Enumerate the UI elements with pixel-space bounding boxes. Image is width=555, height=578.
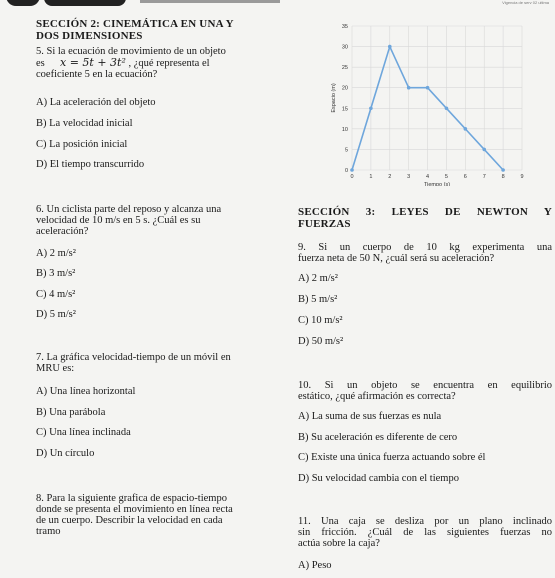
- chart-x-tick-label: 4: [426, 174, 430, 180]
- q10-option-a[interactable]: A) La suma de sus fuerzas es nula: [298, 411, 442, 422]
- header-reference: Vigencia de serv 02 ultima: [502, 0, 549, 5]
- q5-option-d[interactable]: D) El tiempo transcurrido: [36, 159, 145, 170]
- q5-line2: [36, 57, 306, 70]
- q7-option-b[interactable]: B) Una parábola: [36, 407, 106, 418]
- q5-equation: x = 5t + 3t²: [60, 56, 126, 69]
- q7-line1: 7. La gráfica velocidad-tiempo de un móvil en: [36, 352, 231, 363]
- q8-line1: 8. Para la siguiente grafica de espacio-tiempo: [36, 493, 227, 504]
- chart-y-tick-label: 25: [341, 65, 348, 72]
- chart-x-label: Tiempo (s): [423, 182, 451, 186]
- chart-x-tick-label: 2: [388, 174, 392, 180]
- q9-option-b[interactable]: B) 5 m/s²: [298, 294, 338, 305]
- q11-line3: actúa sobre la caja?: [298, 538, 380, 549]
- section3-title-line2: FUERZAS: [298, 218, 351, 230]
- chart-x-ticks: [350, 174, 523, 180]
- q5-option-a[interactable]: A) La aceleración del objeto: [36, 97, 156, 108]
- chart-y-label: Espacio (m): [331, 83, 337, 113]
- q10-line1: 10. Si un objeto se encuentra en equilibrio: [298, 380, 552, 391]
- q8-line4: tramo: [36, 526, 61, 537]
- q7-option-c[interactable]: C) Una línea inclinada: [36, 427, 131, 438]
- header-mark: [6, 0, 40, 6]
- chart-point: [388, 45, 392, 49]
- q10-option-d[interactable]: D) Su velocidad cambia con el tiempo: [298, 473, 459, 484]
- chart-point: [482, 148, 486, 152]
- q7-option-a[interactable]: A) Una línea horizontal: [36, 386, 136, 397]
- header-rule: [140, 0, 280, 3]
- section3-title-line1: SECCIÓN 3: LEYES DE NEWTON Y: [298, 206, 552, 218]
- q9-option-a[interactable]: A) 2 m/s²: [298, 273, 338, 284]
- q6-option-d[interactable]: D) 5 m/s²: [36, 309, 76, 320]
- q9-line2: fuerza neta de 50 N, ¿cuál será su aceleración?: [298, 253, 495, 264]
- chart-y-tick-label: 5: [344, 147, 348, 154]
- q5-es: es: [36, 58, 45, 69]
- chart-x-tick-label: 9: [520, 174, 524, 180]
- q6-option-b[interactable]: B) 3 m/s²: [36, 268, 76, 279]
- chart-point: [426, 86, 430, 90]
- chart-y-tick-label: 0: [344, 168, 348, 174]
- chart-x-tick-label: 3: [407, 174, 411, 180]
- chart-x-tick-label: 5: [444, 174, 448, 180]
- chart-y-tick-label: 35: [341, 24, 348, 30]
- chart-point: [445, 106, 449, 110]
- q9-option-d[interactable]: D) 50 m/s²: [298, 336, 344, 347]
- chart-x-tick-label: 1: [369, 174, 373, 180]
- chart-point: [350, 168, 354, 172]
- chart-y-tick-label: 20: [341, 85, 348, 92]
- q5-option-c[interactable]: C) La posición inicial: [36, 139, 128, 150]
- q6-option-c[interactable]: C) 4 m/s²: [36, 289, 76, 300]
- q6-line3: aceleración?: [36, 226, 89, 237]
- chart-y-tick-label: 10: [341, 126, 348, 133]
- chart-point: [369, 106, 373, 110]
- chart-point: [464, 127, 468, 131]
- section2-title-line1: SECCIÓN 2: CINEMÁTICA EN UNA Y: [36, 18, 234, 30]
- q5-option-b[interactable]: B) La velocidad inicial: [36, 118, 133, 129]
- space-time-chart: [330, 20, 530, 186]
- q11-line2: sin fricción. ¿Cuál de las siguientes fuerzas no: [298, 527, 552, 538]
- chart-point: [501, 168, 505, 172]
- q10-line2: estático, ¿qué afirmación es correcta?: [298, 391, 456, 402]
- section2-title-line2: DOS DIMENSIONES: [36, 30, 143, 42]
- chart-point: [407, 86, 411, 90]
- q5-line2-rest: , ¿qué representa el: [128, 58, 210, 69]
- q11-option-a[interactable]: A) Peso: [298, 560, 332, 571]
- q8-line3: de un cuerpo. Describir la velocidad en cada: [36, 515, 223, 526]
- chart-y-tick-label: 15: [341, 106, 348, 113]
- chart-x-tick-label: 0: [350, 174, 354, 180]
- chart-x-tick-label: 6: [463, 174, 467, 180]
- q9-line1: 9. Si un cuerpo de 10 kg experimenta una: [298, 242, 552, 253]
- q10-option-b[interactable]: B) Su aceleración es diferente de cero: [298, 432, 458, 443]
- chart-x-tick-label: 7: [482, 174, 486, 180]
- q5-line3: coeficiente 5 en la ecuación?: [36, 69, 158, 80]
- q11-line1: 11. Una caja se desliza por un plano inclinado: [298, 516, 552, 527]
- chart-y-tick-label: 30: [341, 44, 348, 51]
- q10-option-c[interactable]: C) Existe una única fuerza actuando sobre él: [298, 452, 486, 463]
- header-mark: [44, 0, 126, 6]
- q6-line2: velocidad de 10 m/s en 5 s. ¿Cuál es su: [36, 215, 201, 226]
- q9-option-c[interactable]: C) 10 m/s²: [298, 315, 343, 326]
- q6-option-a[interactable]: A) 2 m/s²: [36, 248, 76, 259]
- page-header-strip: [0, 0, 555, 10]
- q8-line2: donde se presenta el movimiento en línea recta: [36, 504, 233, 515]
- q7-option-d[interactable]: D) Un círculo: [36, 448, 95, 459]
- q5-line1: 5. Si la ecuación de movimiento de un objeto: [36, 46, 226, 57]
- chart-x-tick-label: 8: [501, 174, 505, 180]
- q7-line2: MRU es:: [36, 363, 75, 374]
- q6-line1: 6. Un ciclista parte del reposo y alcanza una: [36, 204, 222, 215]
- chart-y-ticks: [342, 24, 348, 174]
